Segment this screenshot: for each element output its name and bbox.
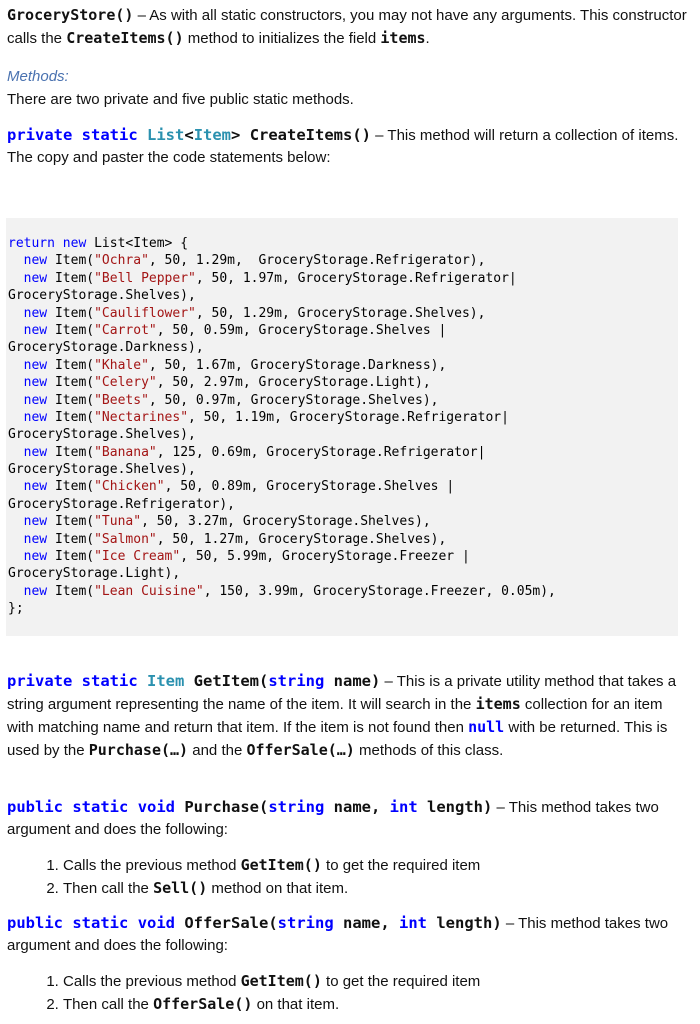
list-item: 1. Calls the previous method GetItem() to get the required item [63, 854, 480, 877]
methods-heading: Methods: [7, 68, 69, 85]
code-block [6, 218, 678, 636]
purchase-paragraph: public static void Purchase(string name, int length) – This method takes two argument and does the following: [7, 798, 659, 838]
code-line: GroceryStorage.Shelves), [8, 462, 196, 478]
code-listing [6, 218, 678, 618]
code-line: return new List<Item> { [8, 236, 189, 251]
code-line: new Item("Lean Cuisine", 150, 3.99m, GroceryStorage.Freezer, 0.05m), [23, 583, 556, 599]
code-line: new Item("Beets", 50, 0.97m, GroceryStorage.Shelves), [23, 392, 439, 408]
code-line: new Item("Chicken", 50, 0.89m, GroceryStorage.Shelves | [23, 479, 455, 495]
code-line: new Item("Tuna", 50, 3.27m, GroceryStorage.Shelves), [23, 514, 431, 530]
methods-summary: There are two private and five public static methods. [7, 91, 354, 108]
items-field-ref: items [380, 29, 426, 47]
create-items-ref: CreateItems() [66, 29, 184, 47]
code-line: new Item("Khale", 50, 1.67m, GroceryStorage.Darkness), [23, 357, 447, 373]
code-line: GroceryStorage.Shelves), [8, 427, 196, 443]
code-line: new Item("Banana", 125, 0.69m, GroceryStorage.Refrigerator| [23, 444, 486, 460]
code-line: new Item("Salmon", 50, 1.27m, GroceryStorage.Shelves), [23, 531, 447, 547]
code-line: new Item("Carrot", 50, 0.59m, GroceryStorage.Shelves | [23, 322, 447, 338]
code-line: new Item("Ochra", 50, 1.29m, GroceryStorage.Refrigerator), [23, 253, 486, 269]
code-line: GroceryStorage.Refrigerator), [8, 496, 235, 512]
purchase-steps [0, 854, 480, 900]
list-item: 1. Calls the previous method GetItem() to get the required item [63, 970, 480, 993]
get-item-paragraph: private static Item GetItem(string name) – This is a private utility method that takes a string argument representing the name of the item. It will search in the items collection for an item with matching name and return that item. If the item is not found then null with be returned. This is used by the Purchase(…) and the OfferSale(…) methods of this class. [7, 672, 677, 759]
code-line: new Item("Celery", 50, 2.97m, GroceryStorage.Light), [23, 375, 431, 391]
offer-sale-steps [0, 970, 480, 1016]
code-line: GroceryStorage.Shelves), [8, 288, 196, 304]
create-items-paragraph: private static List<Item> CreateItems() – This method will return a collection of items. The copy and paster the code statements below: [7, 126, 679, 166]
code-line: GroceryStorage.Darkness), [8, 340, 204, 356]
constructor-paragraph: GroceryStore() – As with all static constructors, you may not have any arguments. This constructor calls the CreateItems() method to initializes the field items. [7, 6, 687, 47]
code-line: new Item("Cauliflower", 50, 1.29m, GroceryStorage.Shelves), [23, 305, 486, 321]
purchase-signature: Purchase( [175, 798, 269, 816]
get-item-signature: GetItem( [184, 672, 269, 690]
offer-sale-paragraph: public static void OfferSale(string name, int length) – This method takes two argument and does the following: [7, 914, 669, 954]
code-line: new Item("Ice Cream", 50, 5.99m, GroceryStorage.Freezer | [23, 549, 470, 565]
offer-sale-signature: OfferSale( [175, 914, 278, 932]
code-line: new Item("Nectarines", 50, 1.19m, GroceryStorage.Refrigerator| [23, 409, 509, 425]
list-item: 2. Then call the OfferSale() on that item. [63, 993, 480, 1016]
constructor-name: GroceryStore() [7, 6, 134, 24]
code-line: }; [8, 601, 24, 617]
code-line: GroceryStorage.Light), [8, 566, 181, 582]
list-item: 2. Then call the Sell() method on that item. [63, 877, 480, 900]
create-items-signature: CreateItems() [240, 126, 372, 144]
code-line: new Item("Bell Pepper", 50, 1.97m, GroceryStorage.Refrigerator| [23, 270, 517, 286]
